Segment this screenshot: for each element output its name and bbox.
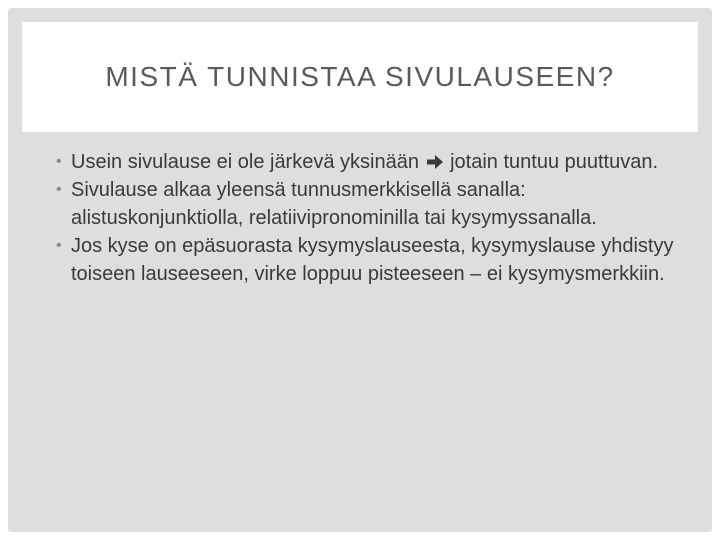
right-arrow-icon [427,155,443,169]
slide [8,8,712,532]
bullet-item-3 [56,232,686,288]
bullet-item-2 [56,176,686,232]
bullet-1-text-end: jotain tuntuu puuttuvan. [450,151,659,173]
bullet-3-text: Jos kyse on epäsuorasta kysymyslauseesta, kysymyslause yhdistyy toiseen lauseeseen, virke loppuu pisteeseen – ei kysymysmerkkiin. [71,235,674,285]
bullet-marker: • [56,237,62,254]
slide-title: MISTÄ TUNNISTAA SIVULAUSEEN? [105,61,615,92]
title-banner [22,22,698,132]
bullet-marker: • [56,181,62,198]
bullet-list [56,148,686,288]
bullet-item-1 [56,148,686,176]
bullet-marker: • [56,153,62,170]
bullet-1-text-start: Usein sivulause ei ole järkevä yksinään [71,151,419,173]
bullet-2-text: Sivulause alkaa yleensä tunnusmerkkisellä sanalla: alistuskonjunktiolla, relatiivipronominilla tai kysymyssanalla. [71,179,597,229]
